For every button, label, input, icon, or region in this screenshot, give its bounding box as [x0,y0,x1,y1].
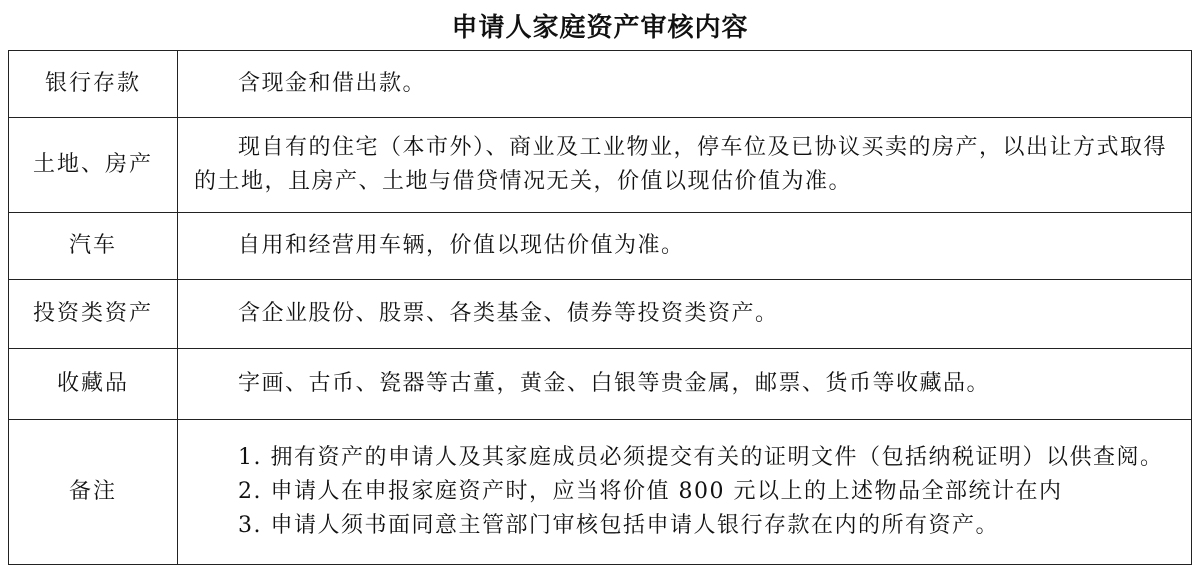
notes-row [9,420,1192,565]
table-row [9,213,1192,280]
note-item: 3. 申请人须书面同意主管部门审核包括申请人银行存款在内的所有资产。 [238,513,999,538]
note-item: 2. 申请人在申报家庭资产时，应当将价值 800 元以上的上述物品全部统计在内 [238,479,1063,504]
row-label: 土地、房产 [9,118,178,213]
row-label: 银行存款 [9,51,178,118]
table-row [9,280,1192,349]
table-row [9,51,1192,118]
row-content: 含现金和借出款。 [178,51,1192,118]
table-row [9,349,1192,420]
table-row [9,118,1192,213]
row-content: 自用和经营用车辆，价值以现估价值为准。 [178,213,1192,280]
asset-review-table [8,50,1192,565]
row-content: 含企业股份、股票、各类基金、债券等投资类资产。 [178,280,1192,349]
note-item: 1. 拥有资产的申请人及其家庭成员必须提交有关的证明文件（包括纳税证明）以供查阅。 [238,445,1164,470]
notes-label: 备注 [9,420,178,565]
row-label: 收藏品 [9,349,178,420]
row-label: 汽车 [9,213,178,280]
row-label: 投资类资产 [9,280,178,349]
page-title: 申请人家庭资产审核内容 [451,13,749,43]
notes-content [178,420,1192,565]
row-content: 字画、古币、瓷器等古董，黄金、白银等贵金属，邮票、货币等收藏品。 [178,349,1192,420]
row-content: 现自有的住宅（本市外）、商业及工业物业，停车位及已协议买卖的房产，以出让方式取得的土地，且房产、土地与借贷情况无关，价值以现估价值为准。 [178,118,1192,213]
